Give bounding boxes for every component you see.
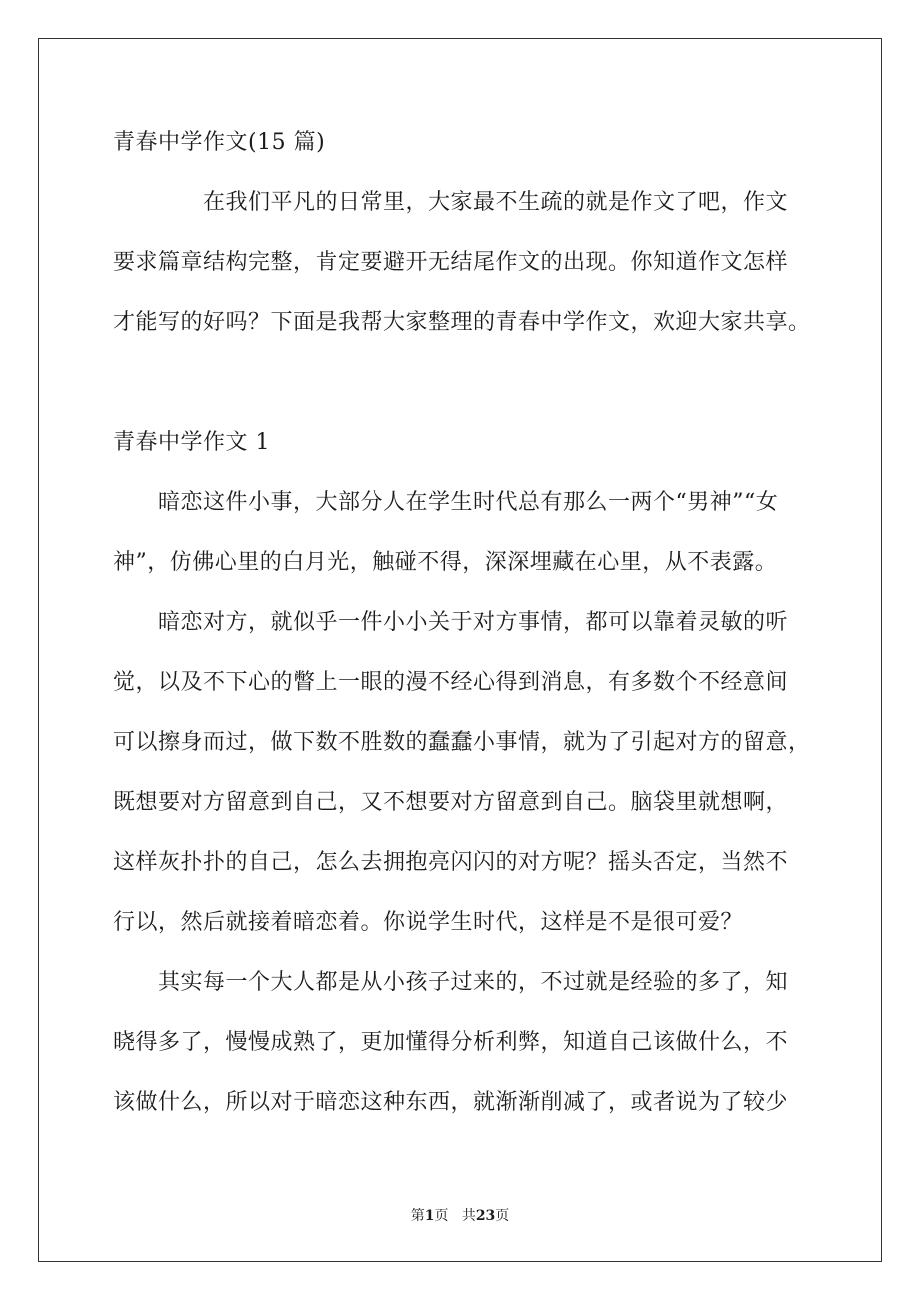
total-pages: 23 — [475, 1208, 496, 1224]
page-prefix: 第 — [410, 1208, 425, 1224]
section-heading: 青春中学作文 1 — [113, 430, 270, 455]
body-line: 行以，然后就接着暗恋着。你说学生时代，这样是不是很可爱？ — [113, 910, 744, 935]
page-suffix: 页 — [434, 1208, 449, 1224]
body-line: 暗恋这件小事，大部分人在学生时代总有那么一两个“男神”“女 — [158, 490, 779, 515]
intro-line: 在我们平凡的日常里，大家最不生疏的就是作文了吧，作文 — [203, 190, 789, 215]
page-number: 1 — [424, 1208, 435, 1224]
total-suffix: 页 — [495, 1208, 510, 1224]
body-line: 其实每一个大人都是从小孩子过来的，不过就是经验的多了，知 — [158, 970, 789, 995]
total-prefix: 共 — [461, 1208, 476, 1224]
body-line: 既想要对方留意到自己，又不想要对方留意到自己。脑袋里就想啊， — [113, 790, 789, 815]
intro-line: 要求篇章结构完整，肯定要避开无结尾作文的出现。你知道作文怎样 — [113, 250, 789, 275]
body-line: 这样灰扑扑的自己，怎么去拥抱亮闪闪的对方呢？摇头否定，当然不 — [113, 850, 789, 875]
body-line: 暗恋对方，就似乎一件小小关于对方事情，都可以靠着灵敏的听 — [158, 610, 789, 635]
body-line: 神”，仿佛心里的白月光，触碰不得，深深埋藏在心里，从不表露。 — [113, 550, 778, 575]
page-border — [38, 38, 882, 1262]
body-line: 觉，以及不下心的瞥上一眼的漫不经心得到消息，有多数个不经意间 — [113, 670, 789, 695]
intro-line: 才能写的好吗？下面是我帮大家整理的青春中学作文，欢迎大家共享。 — [113, 310, 811, 335]
page-footer — [0, 1206, 920, 1226]
body-line: 晓得多了，慢慢成熟了，更加懂得分析利弊，知道自己该做什么，不 — [113, 1030, 789, 1055]
document-title: 青春中学作文(15 篇) — [113, 130, 326, 155]
body-line: 该做什么，所以对于暗恋这种东西，就渐渐削减了，或者说为了较少 — [113, 1090, 789, 1115]
body-line: 可以擦身而过，做下数不胜数的蠢蠢小事情，就为了引起对方的留意， — [113, 730, 811, 755]
